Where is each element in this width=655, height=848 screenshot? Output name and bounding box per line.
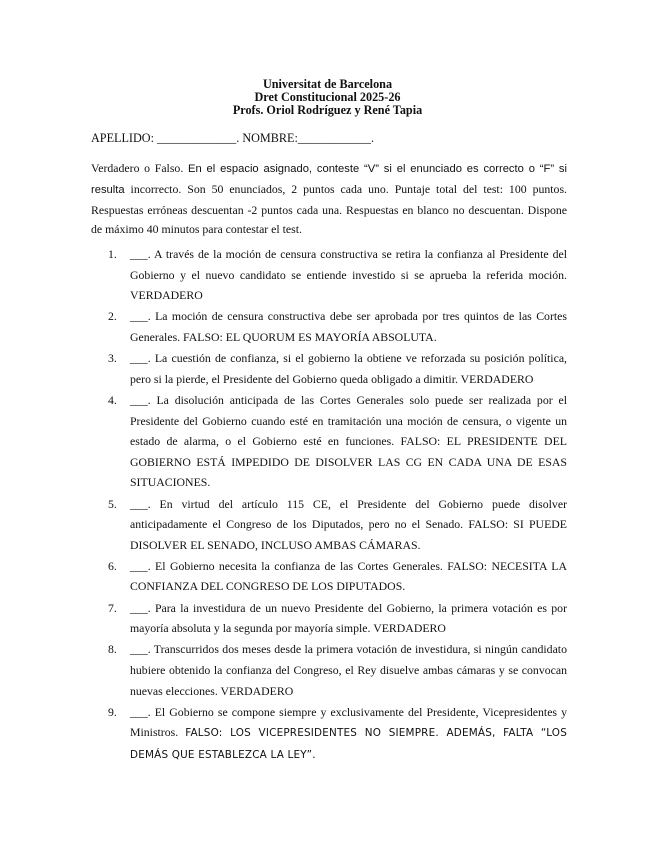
- instructions-part-3: incorrecto. Son 50 enunciados, 2 puntos cada uno. Puntaje total del test: 100 puntos. Respuestas erróneas descuentan -2 puntos cada una. Respuestas en blanco no descuentan. Dispone de máximo 40 minutos para contestar el test.: [91, 181, 567, 237]
- question-number: 1.: [108, 247, 117, 261]
- question-list: [91, 244, 567, 766]
- professors-line: Profs. Oriol Rodríguez y René Tapia: [232, 103, 423, 117]
- question-text: ___. La disolución anticipada de las Cortes Generales solo puede ser realizada por el Presidente del Gobierno cuando esté en tramitación una moción de censura, o vigente un estado de alarma, o el Gobierno esté en funciones. FALSO: EL PRESIDENTE DEL GOBIERNO ESTÁ IMPEDIDO DE DISOLVER LAS CG EN CADA UNA DE ESAS SITUACIONES.: [130, 392, 567, 490]
- question-number: 7.: [108, 600, 117, 615]
- question-text: ___. El Gobierno necesita la confianza de las Cortes Generales. FALSO: NECESITA LA CONFIANZA DEL CONGRESO DE LOS DIPUTADOS.: [130, 558, 567, 594]
- question-text: ___. A través de la moción de censura constructiva se retira la confianza al Presidente del Gobierno y el nuevo candidato se entiende investido si se aprueba la referida moción. VERDADERO: [130, 247, 567, 303]
- question-item: [91, 348, 567, 389]
- question-number: 9.: [108, 704, 117, 719]
- question-item: [91, 598, 567, 639]
- question-text: ___. La cuestión de confianza, si el gobierno la obtiene ve reforzada su posición política, pero si la pierde, el Presidente del Gobierno queda obligado a dimitir. VERDADERO: [130, 351, 567, 386]
- question-text: ___. En virtud del artículo 115 CE, el Presidente del Gobierno puede disolver anticipadamente el Congreso de los Diputados, pero no el Senado. FALSO: SI PUEDE DISOLVER EL SENADO, INCLUSO AMBAS CÁMARAS.: [130, 496, 567, 552]
- instructions-part-2: En el espacio asignado, conteste “V” si el enunciado es correcto o “F” si resulta: [91, 163, 568, 196]
- course-title: Dret Constitucional 2025-26: [254, 90, 401, 104]
- university-title: Universitat de Barcelona: [262, 77, 393, 91]
- question-item: [91, 390, 567, 493]
- question-item: [91, 639, 567, 701]
- question-item: [91, 244, 567, 306]
- question-item: [91, 702, 567, 766]
- question-text: ___. El Gobierno se compone siempre y exclusivamente del Presidente, Vicepresidentes y Ministros.: [130, 704, 567, 740]
- document-header: [0, 78, 655, 117]
- question-answer-note: FALSO: LOS VICEPRESIDENTES NO SIEMPRE. ADEMÁS, FALTA “LOS DEMÁS QUE ESTABLEZCA LA LEY”.: [130, 727, 567, 761]
- question-number: 6.: [108, 558, 117, 573]
- question-item: [91, 494, 567, 556]
- question-item: [91, 306, 567, 347]
- name-fields-line: APELLIDO: _____________. NOMBRE:____________.: [91, 131, 375, 145]
- question-number: 4.: [108, 392, 117, 407]
- question-number: 3.: [108, 351, 117, 366]
- question-number: 8.: [108, 642, 117, 657]
- question-number: 5.: [108, 496, 117, 511]
- question-text: ___. Transcurridos dos meses desde la primera votación de investidura, si ningún candidato hubiere obtenido la confianza del Congreso, el Rey disuelve ambas cámaras y se convocan nuevas elecciones. VERDADERO: [130, 642, 567, 698]
- question-text: ___. Para la investidura de un nuevo Presidente del Gobierno, la primera votación es por mayoría absoluta y la segunda por mayoría simple. VERDADERO: [130, 600, 567, 636]
- question-text: ___. La moción de censura constructiva debe ser aprobada por tres quintos de las Cortes Generales. FALSO: EL QUORUM ES MAYORÍA ABSOLUTA.: [130, 309, 567, 344]
- question-number: 2.: [108, 309, 117, 324]
- instructions-paragraph: [91, 159, 567, 240]
- instructions-part-1: Verdadero o Falso.: [91, 161, 188, 175]
- question-item: [91, 556, 567, 597]
